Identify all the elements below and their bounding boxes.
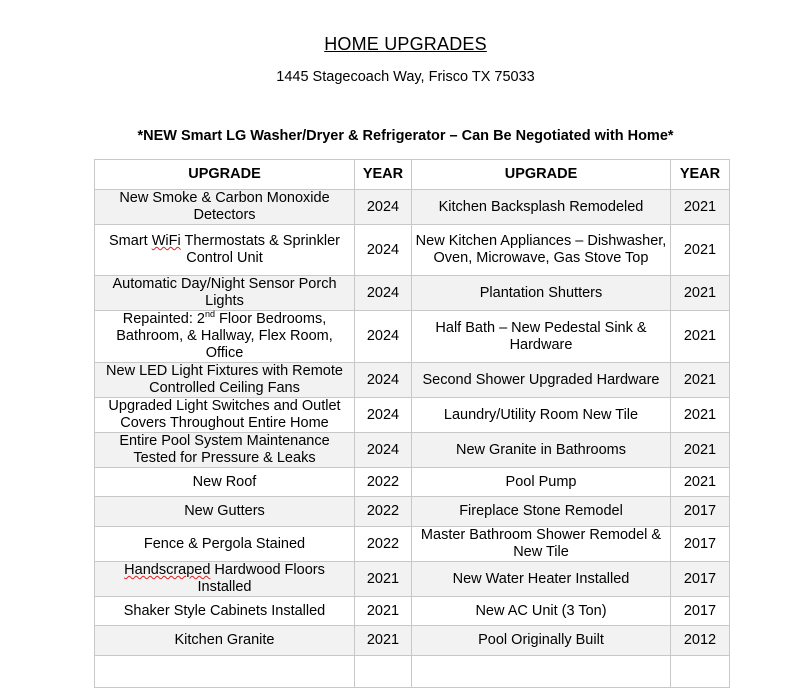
table-row-empty <box>95 656 730 688</box>
table-row <box>95 626 730 656</box>
table-row <box>95 562 730 597</box>
upgrade-text: Smart <box>109 233 152 249</box>
upgrade-cell: Pool Originally Built <box>412 626 671 656</box>
year-cell <box>671 656 730 688</box>
upgrade-cell: Half Bath – New Pedestal Sink & Hardware <box>412 311 671 363</box>
appliance-note: *NEW Smart LG Washer/Dryer & Refrigerator – Can Be Negotiated with Home* <box>137 128 674 144</box>
upgrade-text: Repainted: 2 <box>122 311 205 327</box>
table-row <box>95 398 730 433</box>
table-row <box>95 468 730 497</box>
upgrade-cell: Plantation Shutters <box>412 276 671 311</box>
upgrade-text: Floor Bedrooms, Bathroom, & Hallway, Flex Room, Office <box>116 311 333 361</box>
spellcheck-word: Handscraped <box>124 562 211 578</box>
table-row <box>95 433 730 468</box>
year-cell: 2024 <box>355 398 412 433</box>
year-cell: 2021 <box>671 276 730 311</box>
upgrade-cell: Upgraded Light Switches and Outlet Covers Throughout Entire Home <box>95 398 355 433</box>
year-cell: 2024 <box>355 225 412 276</box>
upgrade-cell: Pool Pump <box>412 468 671 497</box>
table-row <box>95 363 730 398</box>
upgrade-cell: Entire Pool System Maintenance Tested for Pressure & Leaks <box>95 433 355 468</box>
year-cell: 2012 <box>671 626 730 656</box>
column-header-year: YEAR <box>671 160 730 190</box>
year-cell: 2021 <box>355 597 412 626</box>
upgrade-cell <box>95 225 355 276</box>
table-header-row <box>95 160 730 190</box>
upgrades-table <box>94 159 730 688</box>
upgrade-cell <box>95 656 355 688</box>
year-cell: 2022 <box>355 468 412 497</box>
upgrade-cell <box>95 562 355 597</box>
year-cell: 2021 <box>671 433 730 468</box>
table-row <box>95 497 730 527</box>
page-title: HOME UPGRADES <box>324 34 487 54</box>
year-cell: 2021 <box>355 626 412 656</box>
upgrade-cell: New Kitchen Appliances – Dishwasher, Oven, Microwave, Gas Stove Top <box>412 225 671 276</box>
year-cell: 2021 <box>671 190 730 225</box>
upgrade-cell: New LED Light Fixtures with Remote Controlled Ceiling Fans <box>95 363 355 398</box>
upgrade-cell: Laundry/Utility Room New Tile <box>412 398 671 433</box>
year-cell: 2021 <box>671 468 730 497</box>
table-row <box>95 527 730 562</box>
upgrade-cell: Fireplace Stone Remodel <box>412 497 671 527</box>
table-row <box>95 225 730 276</box>
year-cell: 2021 <box>355 562 412 597</box>
year-cell: 2024 <box>355 311 412 363</box>
upgrade-cell: New Roof <box>95 468 355 497</box>
upgrade-cell: Kitchen Backsplash Remodeled <box>412 190 671 225</box>
year-cell: 2024 <box>355 190 412 225</box>
upgrade-text: Hardwood Floors Installed <box>197 562 325 595</box>
year-cell: 2017 <box>671 527 730 562</box>
year-cell: 2024 <box>355 433 412 468</box>
spellcheck-word: WiFi <box>151 233 181 249</box>
table-row <box>95 276 730 311</box>
upgrade-cell: New Water Heater Installed <box>412 562 671 597</box>
year-cell: 2024 <box>355 363 412 398</box>
column-header-upgrade: UPGRADE <box>412 160 671 190</box>
column-header-year: YEAR <box>355 160 412 190</box>
upgrade-cell: Fence & Pergola Stained <box>95 527 355 562</box>
upgrade-cell: New Gutters <box>95 497 355 527</box>
upgrade-cell <box>95 311 355 363</box>
table-row <box>95 311 730 363</box>
property-address: 1445 Stagecoach Way, Frisco TX 75033 <box>276 69 535 85</box>
upgrade-cell: Kitchen Granite <box>95 626 355 656</box>
upgrade-cell: Master Bathroom Shower Remodel & New Tile <box>412 527 671 562</box>
upgrade-cell: New Granite in Bathrooms <box>412 433 671 468</box>
year-cell: 2021 <box>671 363 730 398</box>
year-cell <box>355 656 412 688</box>
table-row <box>95 190 730 225</box>
year-cell: 2022 <box>355 527 412 562</box>
upgrade-cell: New Smoke & Carbon Monoxide Detectors <box>95 190 355 225</box>
year-cell: 2017 <box>671 597 730 626</box>
year-cell: 2021 <box>671 225 730 276</box>
table-row <box>95 597 730 626</box>
upgrade-text: Thermostats & Sprinkler Control Unit <box>180 233 340 266</box>
upgrade-cell <box>412 656 671 688</box>
upgrade-cell: Automatic Day/Night Sensor Porch Lights <box>95 276 355 311</box>
upgrade-cell: Second Shower Upgraded Hardware <box>412 363 671 398</box>
year-cell: 2017 <box>671 562 730 597</box>
ordinal-suffix: nd <box>205 309 216 320</box>
upgrade-cell: Shaker Style Cabinets Installed <box>95 597 355 626</box>
year-cell: 2017 <box>671 497 730 527</box>
year-cell: 2024 <box>355 276 412 311</box>
year-cell: 2022 <box>355 497 412 527</box>
upgrade-cell: New AC Unit (3 Ton) <box>412 597 671 626</box>
year-cell: 2021 <box>671 398 730 433</box>
column-header-upgrade: UPGRADE <box>95 160 355 190</box>
year-cell: 2021 <box>671 311 730 363</box>
